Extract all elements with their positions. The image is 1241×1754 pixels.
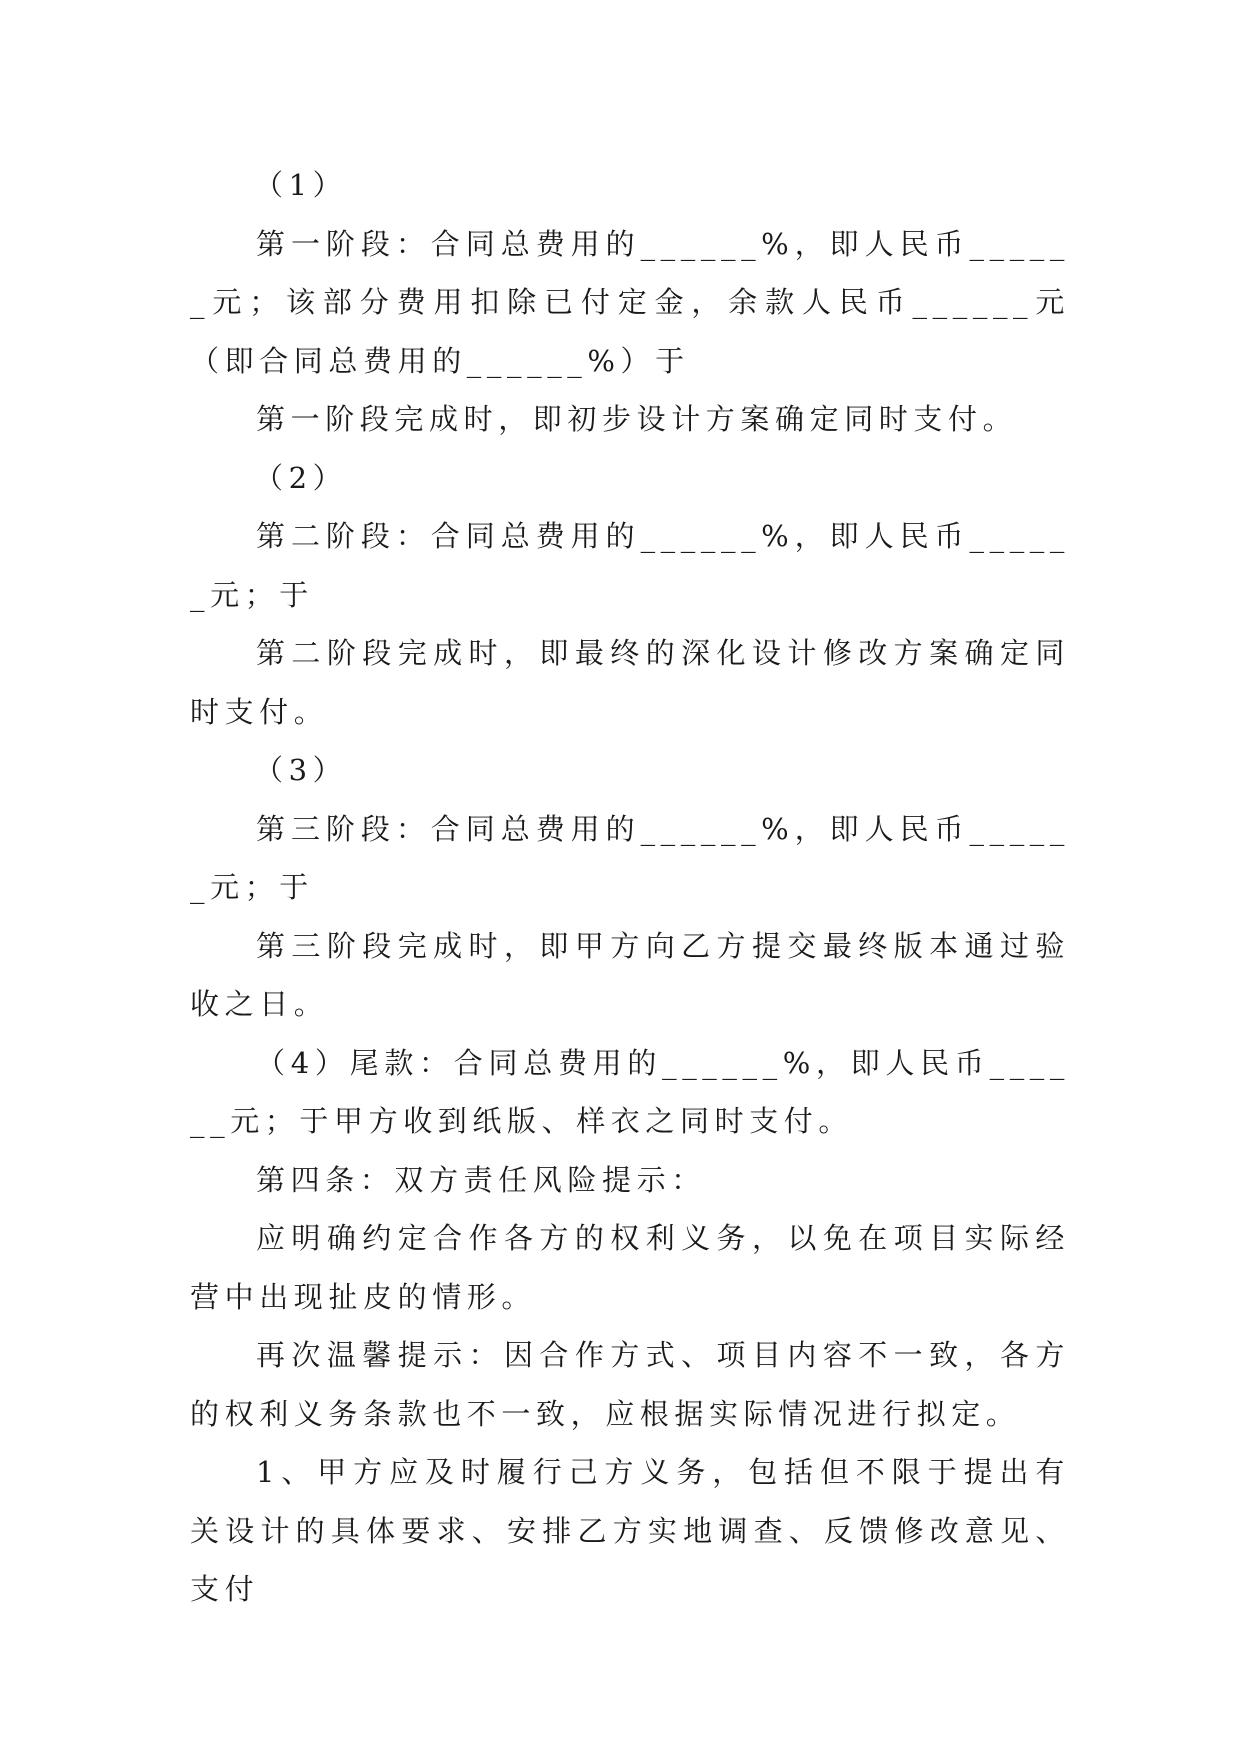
party-a-obligation-1: 1、甲方应及时履行己方义务，包括但不限于提出有关设计的具体要求、安排乙方实地调查、反馈修改意见、支付 [190, 1455, 1070, 1606]
stage-2-heading: （2） [254, 460, 348, 495]
article-4-note: 应明确约定合作各方的权利义务，以免在项目实际经营中出现扯皮的情形。 [190, 1221, 1070, 1314]
stage-2-payment-timing: 第二阶段完成时，即最终的深化设计修改方案确定同时支付。 [190, 636, 1070, 729]
article-4-heading: 第四条：双方责任风险提示： [256, 1162, 706, 1197]
stage-2-fee-clause: 第二阶段：合同总费用的______%，即人民币______元；于 [190, 519, 1070, 612]
stage-3-payment-timing: 第三阶段完成时，即甲方向乙方提交最终版本通过验收之日。 [190, 928, 1070, 1021]
stage-3-fee-clause: 第三阶段：合同总费用的______%，即人民币______元；于 [190, 811, 1070, 904]
reminder-paragraph: 再次温馨提示：因合作方式、项目内容不一致，各方的权利义务条款也不一致，应根据实际情况进行拟定。 [190, 1338, 1070, 1431]
document-body [190, 156, 1070, 1619]
stage-3-heading: （3） [254, 753, 348, 787]
stage-1-fee-clause: 第一阶段：合同总费用的______%，即人民币______元；该部分费用扣除已付定金，余款人民币______元（即合同总费用的______%）于 [190, 226, 1070, 378]
stage-1-heading: （1） [254, 168, 348, 202]
stage-1-payment-timing: 第一阶段完成时，即初步设计方案确定同时支付。 [256, 402, 1018, 436]
final-payment-clause: （4）尾款：合同总费用的______%，即人民币______元；于甲方收到纸版、样衣之同时支付。 [190, 1045, 1070, 1138]
